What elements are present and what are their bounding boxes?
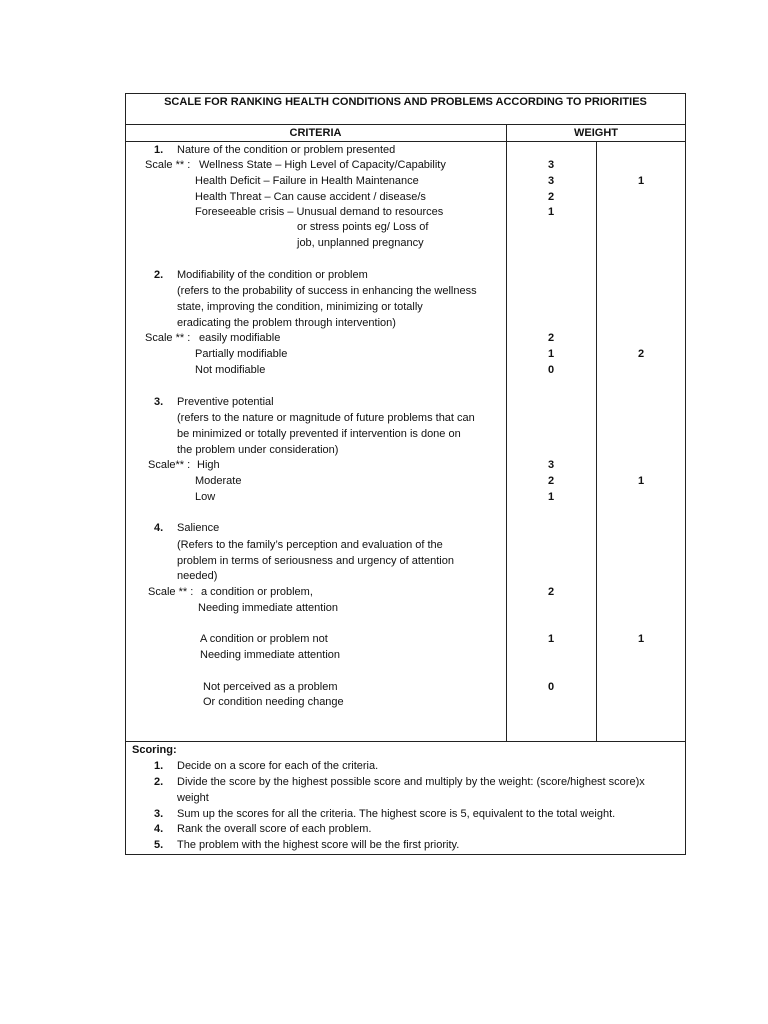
scoring-divider xyxy=(125,741,686,742)
criterion-2-description-line: (refers to the probability of success in enhancing the wellness xyxy=(177,285,477,297)
criterion-2-scale-label: Scale ** : xyxy=(145,332,191,344)
scoring-step-text: Decide on a score for each of the criteria. xyxy=(177,760,379,772)
criterion-4-description-line: (Refers to the family’s perception and evaluation of the xyxy=(177,539,443,551)
criterion-4-item-1-continuation: Needing immediate attention xyxy=(198,602,339,614)
criterion-1-item-1: Wellness State – High Level of Capacity/Capability xyxy=(199,159,446,171)
criterion-1-score-1: 3 xyxy=(547,159,555,171)
criterion-3-item-1: High xyxy=(197,459,220,471)
criterion-3-number: 3. xyxy=(154,396,164,408)
criterion-4-description-line: needed) xyxy=(177,570,218,582)
criterion-4-item-3-continuation: Or condition needing change xyxy=(203,696,344,708)
criterion-1-number: 1. xyxy=(154,144,164,156)
criterion-4-item-2-continuation: Needing immediate attention xyxy=(200,649,341,661)
criterion-4-scale-label: Scale ** : xyxy=(148,586,194,598)
criterion-4-score-3: 0 xyxy=(547,681,555,693)
scoring-step-text: The problem with the highest score will be the first priority. xyxy=(177,839,460,851)
criterion-3-description-line: (refers to the nature or magnitude of future problems that can xyxy=(177,412,475,424)
criterion-4-score-2: 1 xyxy=(547,633,555,645)
criterion-3-score-2: 2 xyxy=(547,475,555,487)
criterion-2-item-1: easily modifiable xyxy=(199,332,281,344)
criterion-3-description-line: the problem under consideration) xyxy=(177,444,339,456)
header-divider xyxy=(125,141,686,142)
title-divider xyxy=(125,124,686,125)
criterion-1-item-3: Health Threat – Can cause accident / disease/s xyxy=(195,191,426,203)
criterion-2-score-2: 1 xyxy=(547,348,555,360)
document-title: SCALE FOR RANKING HEALTH CONDITIONS AND PROBLEMS ACCORDING TO PRIORITIES xyxy=(164,96,647,108)
criteria-header: CRITERIA xyxy=(289,127,342,139)
criterion-1-item-4-continuation: job, unplanned pregnancy xyxy=(297,237,424,249)
criterion-1-score-2: 3 xyxy=(547,175,555,187)
criterion-4-item-3: Not perceived as a problem xyxy=(203,681,338,693)
criterion-1-scale-label: Scale ** : xyxy=(145,159,191,171)
ranking-scale-document xyxy=(125,93,686,855)
criterion-3-score-3: 1 xyxy=(547,491,555,503)
scoring-step-number: 3. xyxy=(154,808,164,820)
scoring-step-text: Rank the overall score of each problem. xyxy=(177,823,372,835)
scoring-step-number: 1. xyxy=(154,760,164,772)
criterion-1-item-2: Health Deficit – Failure in Health Maintenance xyxy=(195,175,419,187)
criterion-4-item-1: a condition or problem, xyxy=(201,586,313,598)
scoring-step-number: 4. xyxy=(154,823,164,835)
criterion-2-score-1: 2 xyxy=(547,332,555,344)
score-weight-divider xyxy=(596,141,597,741)
scoring-step-text-continuation: weight xyxy=(177,792,209,804)
scoring-step-number: 2. xyxy=(154,776,164,788)
criterion-2-item-2: Partially modifiable xyxy=(195,348,288,360)
criterion-1-item-4-continuation: or stress points eg/ Loss of xyxy=(297,221,429,233)
criterion-4-weight: 1 xyxy=(637,633,645,645)
criterion-3-score-1: 3 xyxy=(547,459,555,471)
criterion-1-title: Nature of the condition or problem presented xyxy=(177,144,396,156)
criterion-1-weight: 1 xyxy=(637,175,645,187)
criterion-2-title: Modifiability of the condition or problem xyxy=(177,269,368,281)
criterion-1-score-4: 1 xyxy=(547,206,555,218)
criterion-1-score-3: 2 xyxy=(547,191,555,203)
criterion-3-title: Preventive potential xyxy=(177,396,274,408)
criterion-3-weight: 1 xyxy=(637,475,645,487)
criterion-3-description-line: be minimized or totally prevented if intervention is done on xyxy=(177,428,461,440)
criterion-2-item-3: Not modifiable xyxy=(195,364,266,376)
scoring-step-number: 5. xyxy=(154,839,164,851)
criterion-2-description-line: state, improving the condition, minimizing or totally xyxy=(177,301,423,313)
criterion-3-item-3: Low xyxy=(195,491,216,503)
criterion-2-description-line: eradicating the problem through intervention) xyxy=(177,317,396,329)
scoring-step-text: Sum up the scores for all the criteria. The highest score is 5, equivalent to the total weight. xyxy=(177,808,616,820)
scoring-title: Scoring: xyxy=(132,744,177,756)
criterion-3-scale-label: Scale** : xyxy=(148,459,191,471)
criterion-4-score-1: 2 xyxy=(547,586,555,598)
criterion-2-score-3: 0 xyxy=(547,364,555,376)
criterion-4-number: 4. xyxy=(154,522,164,534)
criterion-4-description-line: problem in terms of seriousness and urgency of attention xyxy=(177,555,454,567)
criterion-2-weight: 2 xyxy=(637,348,645,360)
criterion-1-item-4: Foreseeable crisis – Unusual demand to resources xyxy=(195,206,444,218)
criterion-2-number: 2. xyxy=(154,269,164,281)
weight-header: WEIGHT xyxy=(574,127,618,139)
criterion-4-title: Salience xyxy=(177,522,220,534)
criterion-3-item-2: Moderate xyxy=(195,475,242,487)
scoring-step-text: Divide the score by the highest possible score and multiply by the weight: (score/highest score)x xyxy=(177,776,645,788)
criterion-4-item-2: A condition or problem not xyxy=(200,633,328,645)
